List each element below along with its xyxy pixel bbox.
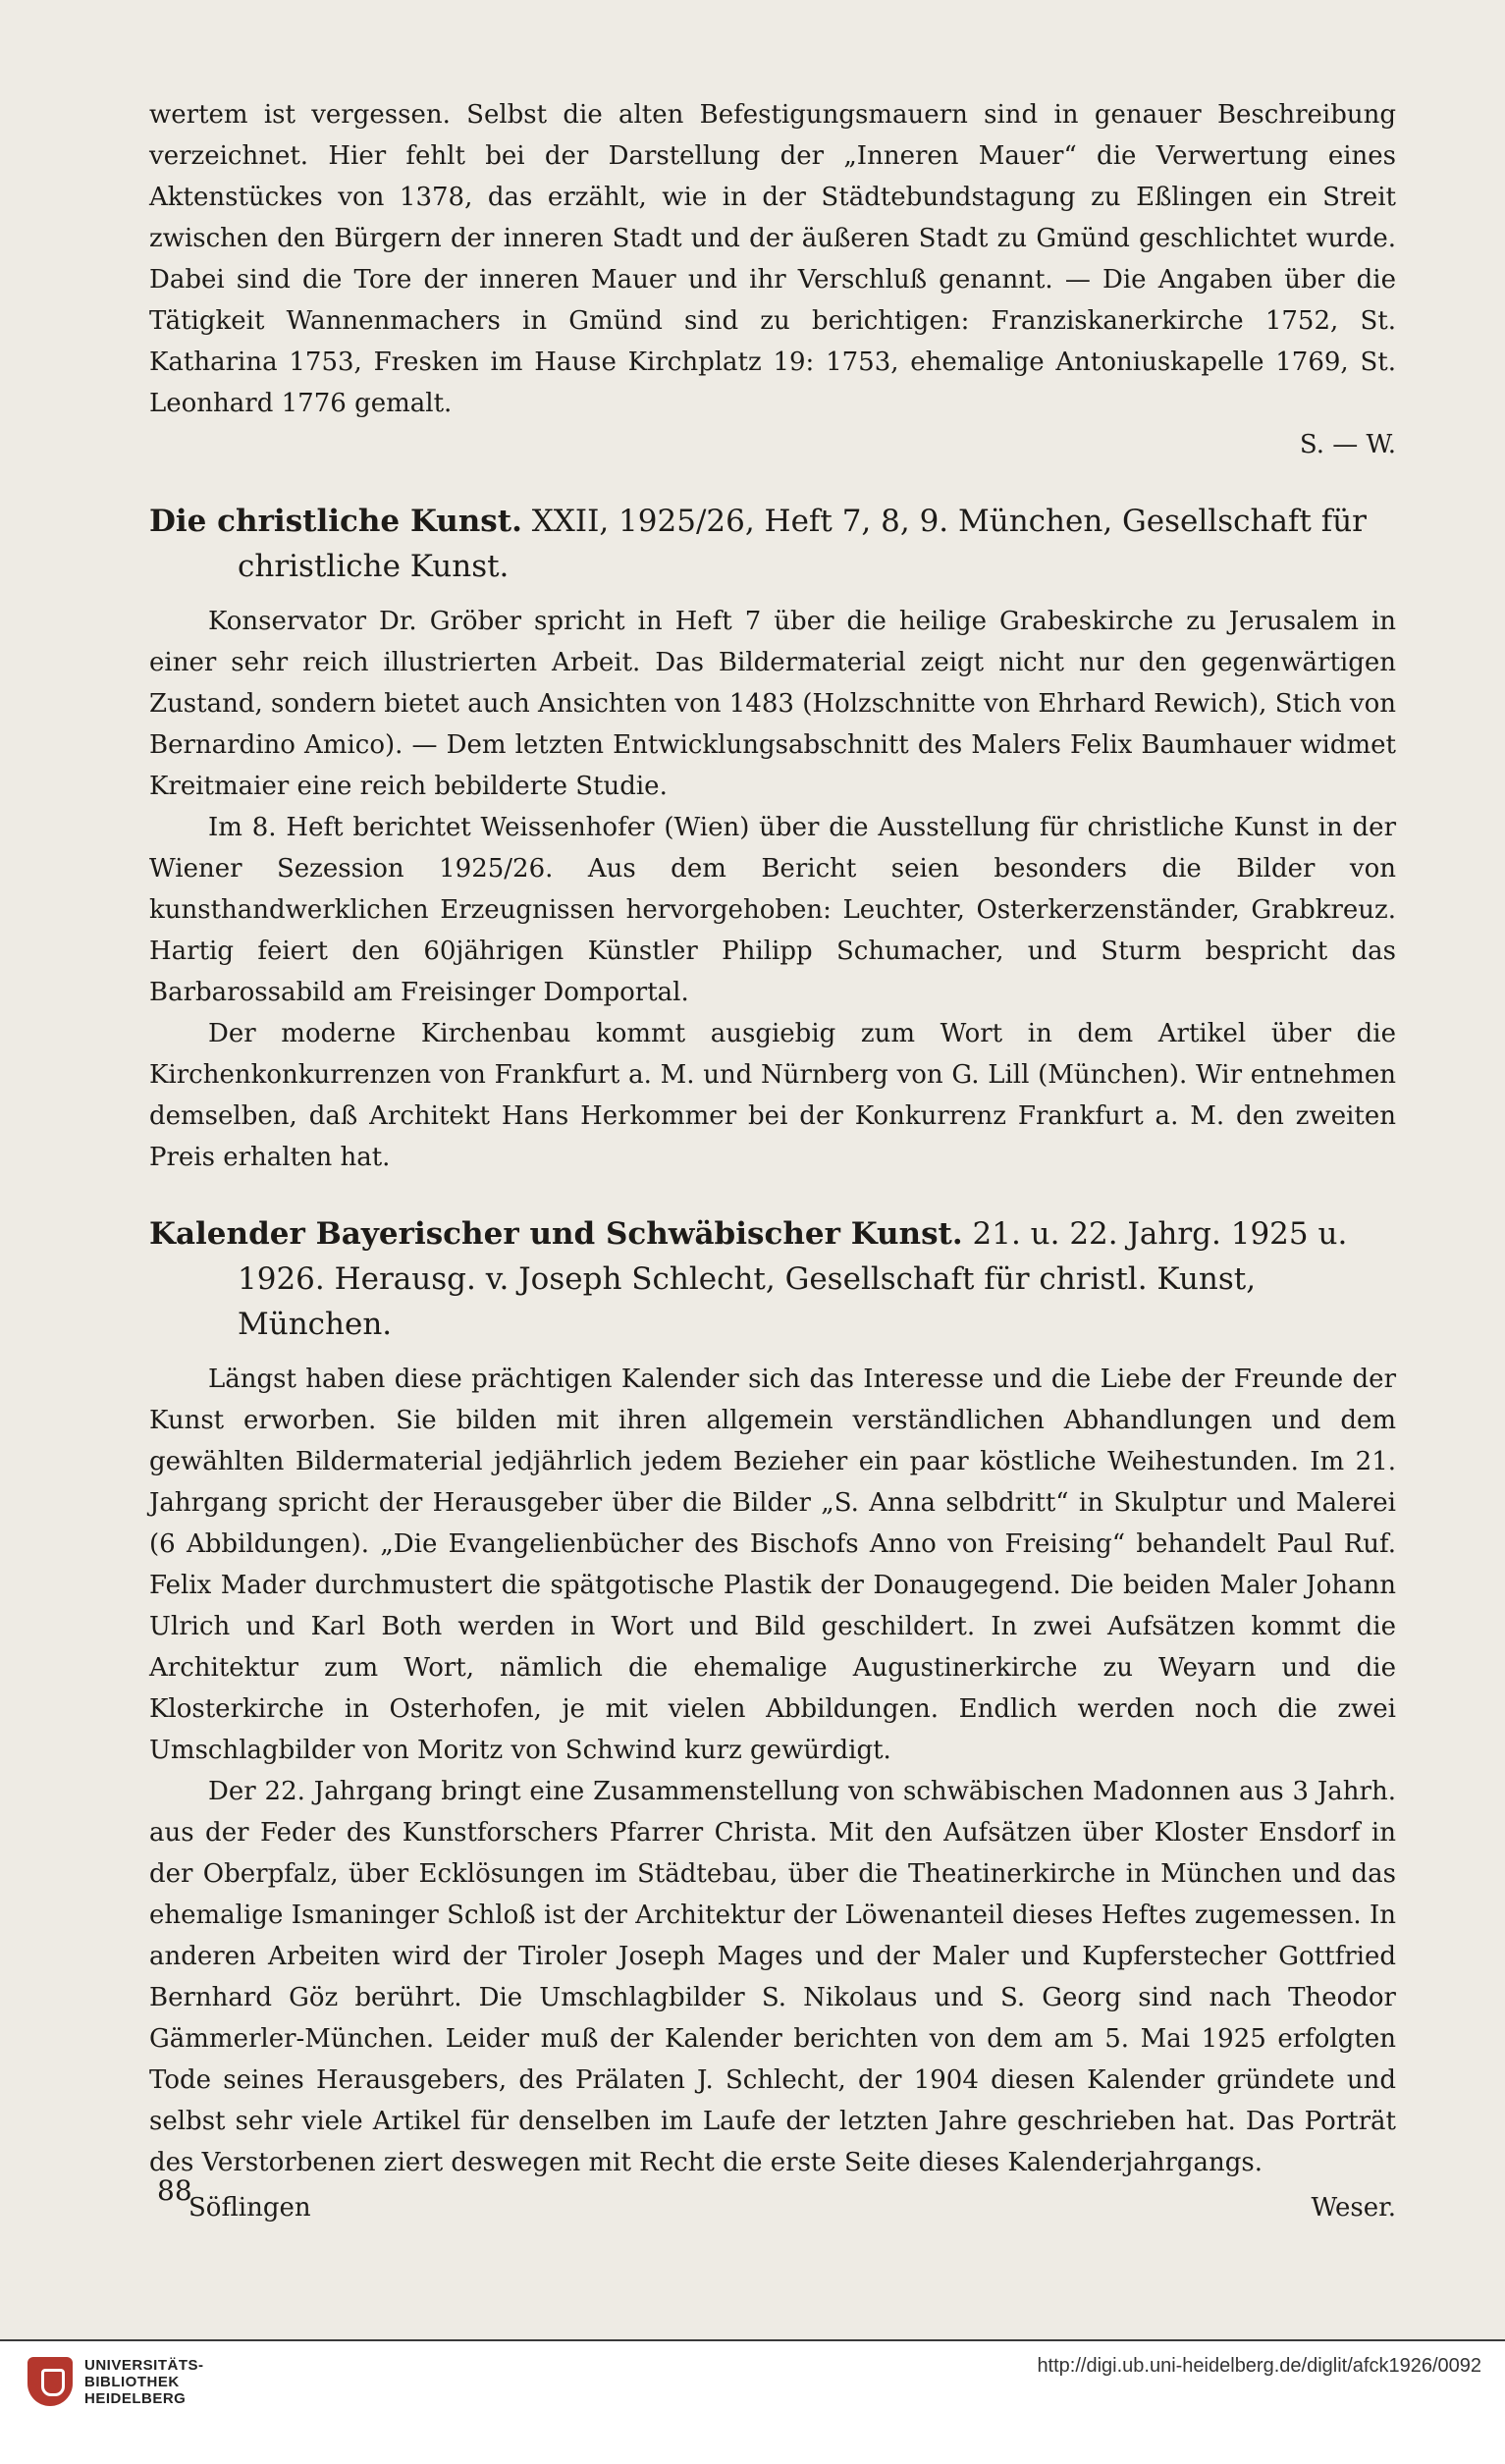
review-signature-line	[149, 424, 1396, 465]
paragraph: Konservator Dr. Gröber spricht in Heft 7 über die heilige Grabeskirche zu Jerusalem in einer sehr reich illustrierten Arbeit. Das Bildermaterial zeigt nicht nur den gegenwärtigen Zustand, sondern bietet auch Ansichten von 1483 (Holzschnitte von Ehrhard Rewich), Stich von Bernardino Amico). — Dem letzten Entwicklungsabschnitt des Malers Felix Baumhauer widmet Kreitmaier eine reich bebilderte Studie.	[149, 607, 1396, 801]
paragraph: Im 8. Heft berichtet Weissenhofer (Wien) über die Ausstellung für christliche Kunst in der Wiener Sezession 1925/26. Aus dem Bericht seien besonders die Bilder von kunsthandwerklichen Erzeugnissen hervorgehoben: Leuchter, Osterkerzenständer, Grabkreuz. Hartig feiert den 60jährigen Künstler Philipp Schumacher, und Sturm bespricht das Barbarossabild am Freisinger Domportal.	[149, 813, 1396, 1007]
section-heading	[149, 499, 1396, 589]
paragraph: Der 22. Jahrgang bringt eine Zusammenstellung von schwäbischen Madonnen aus 3 Jahrh. aus der Feder des Kunstforschers Pfarrer Christa. Mit den Aufsätzen über Kloster Ensdorf in der Oberpfalz, über Ecklösungen im Städtebau, über die Theatinerkirche in München und das ehemalige Ismaninger Schloß ist der Architektur der Löwenanteil dieses Heftes zugemessen. In anderen Arbeiten wird der Tiroler Joseph Mages und der Maler und Kupferstecher Gottfried Bernhard Göz berührt. Die Umschlagbilder S. Nikolaus und S. Georg sind nach Theodor Gämmerler-München. Leider muß der Kalender berichten von dem am 5. Mai 1925 erfolgten Tode seines Herausgebers, des Prälaten J. Schlecht, der 1904 diesen Kalender gründete und selbst sehr viele Artikel für denselben im Laufe der letzten Jahre geschrieben hat. Das Porträt des Verstorbenen ziert deswegen mit Recht die erste Seite dieses Kalenderjahrgangs.	[149, 1777, 1396, 2177]
library-logo[interactable]	[27, 2357, 204, 2407]
author-signature: Weser.	[1311, 2193, 1396, 2223]
paragraph: Der moderne Kirchenbau kommt ausgiebig zum Wort in dem Artikel über die Kirchenkonkurrenzen von Frankfurt a. M. und Nürnberg von G. Lill (München). Wir entnehmen demselben, daß Architekt Hans Herkommer bei der Konkurrenz Frankfurt a. M. den zweiten Preis erhalten hat.	[149, 1019, 1396, 1172]
library-name	[84, 2357, 204, 2407]
seal-icon	[27, 2357, 73, 2406]
heading-title: Kalender Bayerischer und Schwäbischer Kunst.	[149, 1216, 963, 1252]
page-body	[149, 94, 1396, 2228]
library-name-line: BIBLIOTHEK	[84, 2374, 180, 2390]
paragraph: Längst haben diese prächtigen Kalender sich das Interesse und die Liebe der Freunde der Kunst erworben. Sie bilden mit ihren allgemein verständlichen Abhandlungen und dem gewählten Bildermaterial jedjährlich jedem Bezieher ein paar köstliche Weihestunden. Im 21. Jahrgang spricht der Herausgeber über die Bilder „S. Anna selbdritt“ in Skulptur und Malerei (6 Abbildungen). „Die Evangelienbücher des Bischofs Anno von Freising“ behandelt Paul Ruf. Felix Mader durchmustert die spätgotische Plastik der Donaugegend. Die beiden Maler Johann Ulrich und Karl Both werden in Wort und Bild geschildert. In zwei Aufsätzen kommt die Architektur zum Wort, nämlich die ehemalige Augustinerkirche zu Weyarn und die Klosterkirche in Osterhofen, je mit vielen Abbildungen. Endlich werden noch die zwei Umschlagbilder von Moritz von Schwind kurz gewürdigt.	[149, 1365, 1396, 1765]
page-number: 88	[157, 2174, 192, 2207]
permalink-url[interactable]: http://digi.ub.uni-heidelberg.de/diglit/afck1926/0092	[1037, 2355, 1481, 2377]
review-signature: S. — W.	[1299, 430, 1396, 459]
heading-details: 21. u. 22. Jahrg. 1925 u. 1926. Herausg. v. Joseph Schlecht, Gesellschaft für christl. Kunst, München.	[238, 1216, 1348, 1342]
paragraph: wertem ist vergessen. Selbst die alten Befestigungsmauern sind in genauer Beschreibung verzeichnet. Hier fehlt bei der Darstellung der „Inneren Mauer“ die Verwertung eines Aktenstückes von 1378, das erzählt, wie in der Städtebundstagung zu Eßlingen ein Streit zwischen den Bürgern der inneren Stadt und der äußeren Stadt zu Gmünd geschlichtet wurde. Dabei sind die Tore der inneren Mauer und ihr Verschluß genannt. — Die Angaben über die Tätigkeit Wannenmachers in Gmünd sind zu berichtigen: Franziskanerkirche 1752, St. Katharina 1753, Fresken im Hause Kirchplatz 19: 1753, ehemalige Antoniuskapelle 1769, St. Leonhard 1776 gemalt.	[149, 100, 1396, 418]
section-heading	[149, 1211, 1396, 1347]
library-name-line: UNIVERSITÄTS-	[84, 2357, 204, 2374]
library-footer	[0, 2341, 1505, 2464]
signature-line	[149, 2187, 1396, 2228]
library-name-line: HEIDELBERG	[84, 2390, 187, 2407]
heading-title: Die christliche Kunst.	[149, 504, 522, 539]
place-name: Söflingen	[188, 2193, 311, 2223]
heading-details: XXII, 1925/26, Heft 7, 8, 9. München, Gesellschaft für christliche Kunst.	[238, 504, 1367, 584]
